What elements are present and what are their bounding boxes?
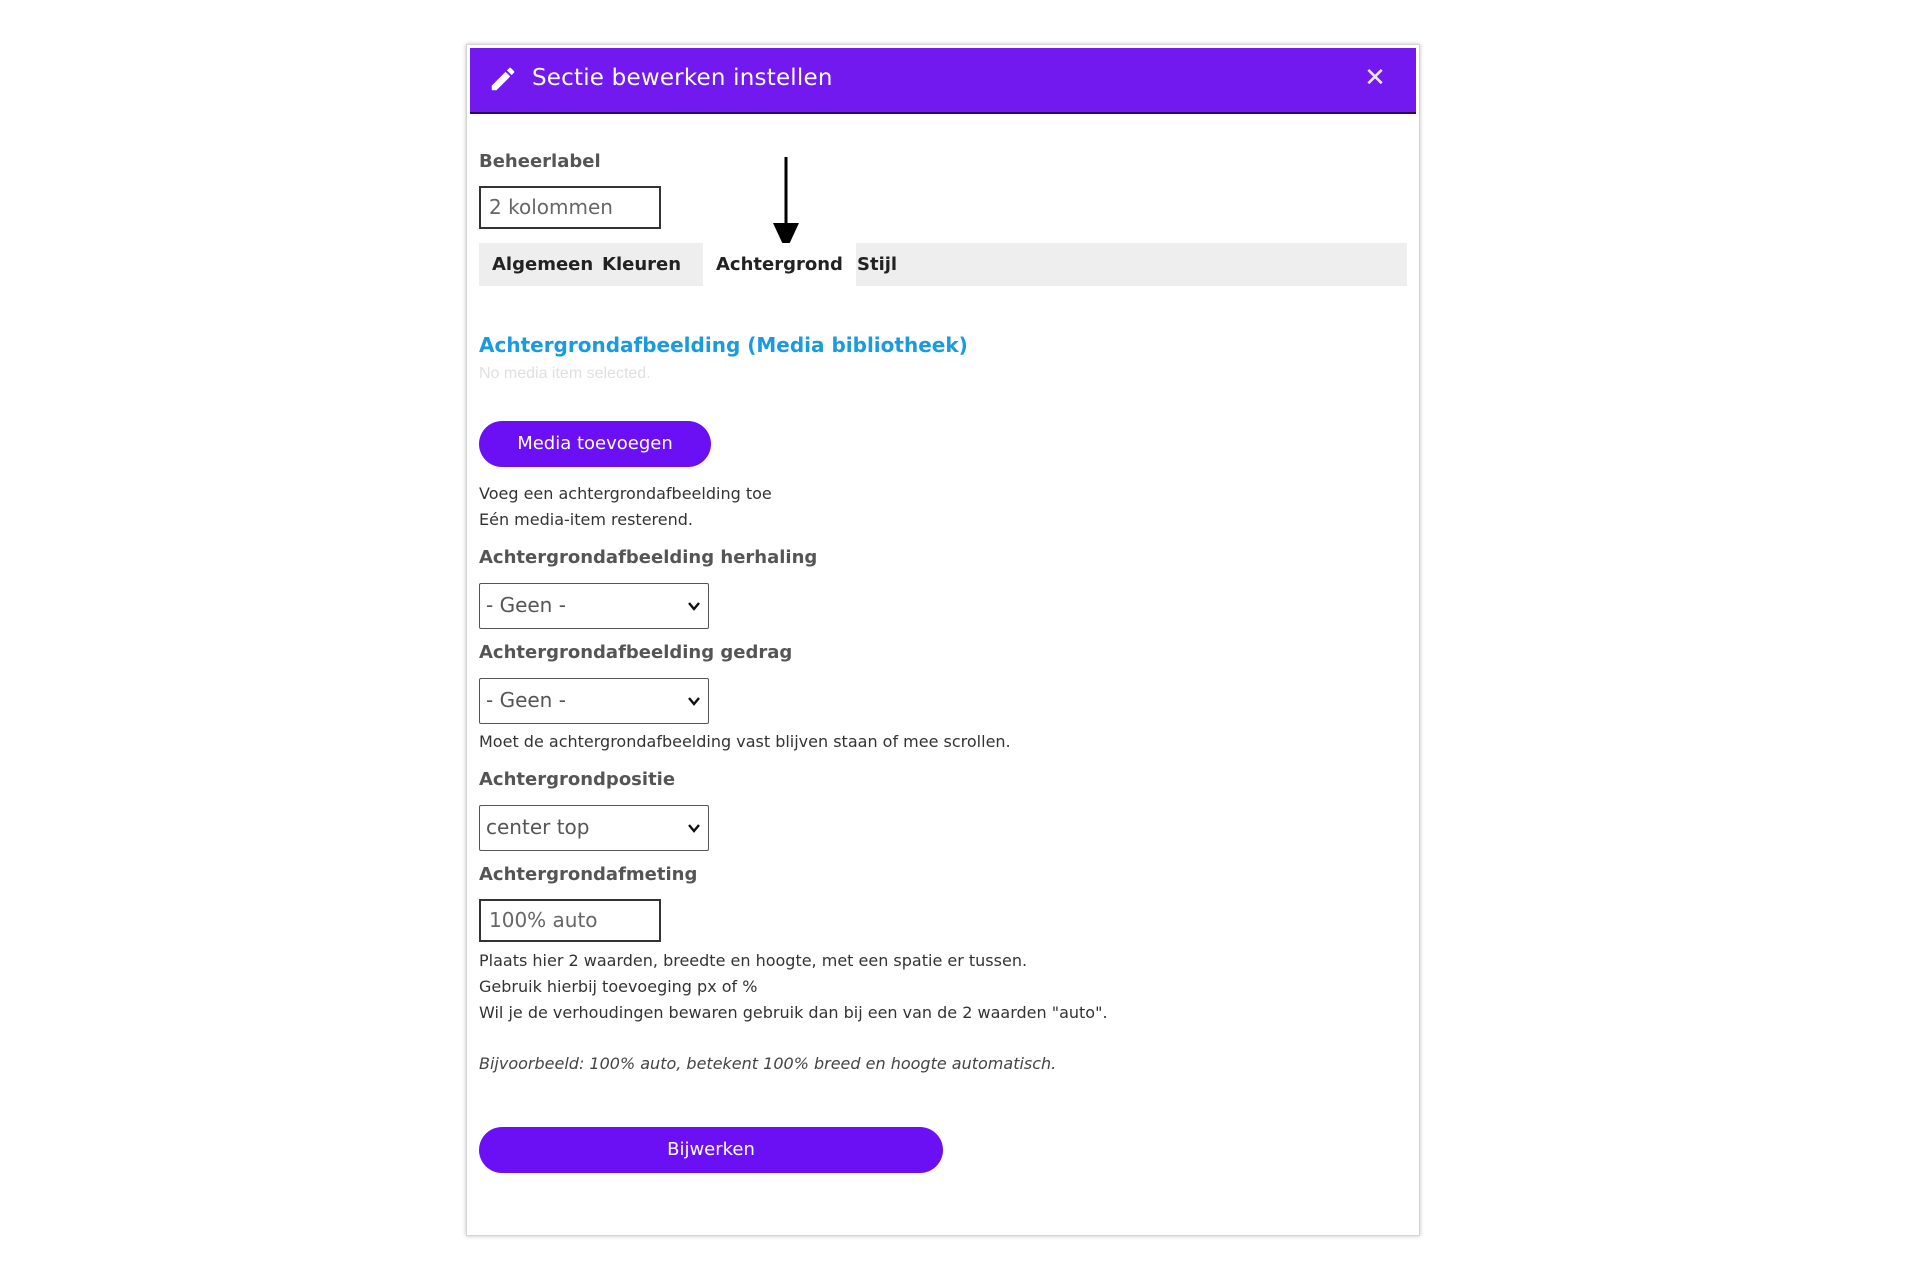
repeat-select-value: - Geen - — [486, 593, 566, 617]
admin-label-input[interactable]: 2 kolommen — [479, 186, 661, 229]
tab-stijl[interactable]: Stijl — [857, 254, 898, 275]
tab-bar — [479, 243, 1407, 286]
arrow-down-icon — [773, 157, 799, 251]
behavior-help: Moet de achtergrondafbeelding vast blijven staan of mee scrollen. — [479, 732, 1011, 751]
tab-algemeen[interactable]: Algemeen — [492, 254, 594, 275]
repeat-label: Achtergrondafbeelding herhaling — [479, 547, 818, 568]
behavior-select[interactable] — [479, 678, 709, 724]
media-library-title[interactable]: Achtergrondafbeelding (Media bibliotheek) — [479, 333, 968, 357]
media-help-line1: Voeg een achtergrondafbeelding toe — [479, 484, 772, 503]
behavior-label: Achtergrondafbeelding gedrag — [479, 642, 793, 663]
position-select-value: center top — [486, 815, 590, 839]
dialog-titlebar — [470, 48, 1416, 114]
position-label: Achtergrondpositie — [479, 769, 676, 790]
repeat-select[interactable] — [479, 583, 709, 629]
section-settings-dialog — [466, 44, 1420, 1236]
behavior-select-value: - Geen - — [486, 688, 566, 712]
pencil-icon — [488, 64, 518, 94]
size-label: Achtergrondafmeting — [479, 864, 698, 885]
size-help-line2: Gebruik hierbij toevoeging px of % — [479, 977, 758, 996]
size-help-line3: Wil je de verhoudingen bewaren gebruik dan bij een van de 2 waarden "auto". — [479, 1003, 1108, 1022]
media-help-line2: Eén media-item resterend. — [479, 510, 693, 529]
dialog-title: Sectie bewerken instellen — [532, 65, 833, 91]
close-icon[interactable]: ✕ — [1364, 62, 1386, 92]
chevron-down-icon — [687, 599, 701, 613]
size-example: Bijvoorbeeld: 100% auto, betekent 100% breed en hoogte automatisch. — [479, 1054, 1057, 1073]
tab-achtergrond[interactable]: Achtergrond — [703, 243, 856, 286]
add-media-button[interactable]: Media toevoegen — [479, 421, 711, 467]
update-button[interactable]: Bijwerken — [479, 1127, 943, 1173]
chevron-down-icon — [687, 694, 701, 708]
size-input[interactable]: 100% auto — [479, 899, 661, 942]
tab-kleuren[interactable]: Kleuren — [602, 254, 682, 275]
position-select[interactable] — [479, 805, 709, 851]
chevron-down-icon — [687, 821, 701, 835]
admin-label-label: Beheerlabel — [479, 151, 601, 172]
media-empty-text: No media item selected. — [479, 365, 651, 382]
size-help-line1: Plaats hier 2 waarden, breedte en hoogte, met een spatie er tussen. — [479, 951, 1028, 970]
